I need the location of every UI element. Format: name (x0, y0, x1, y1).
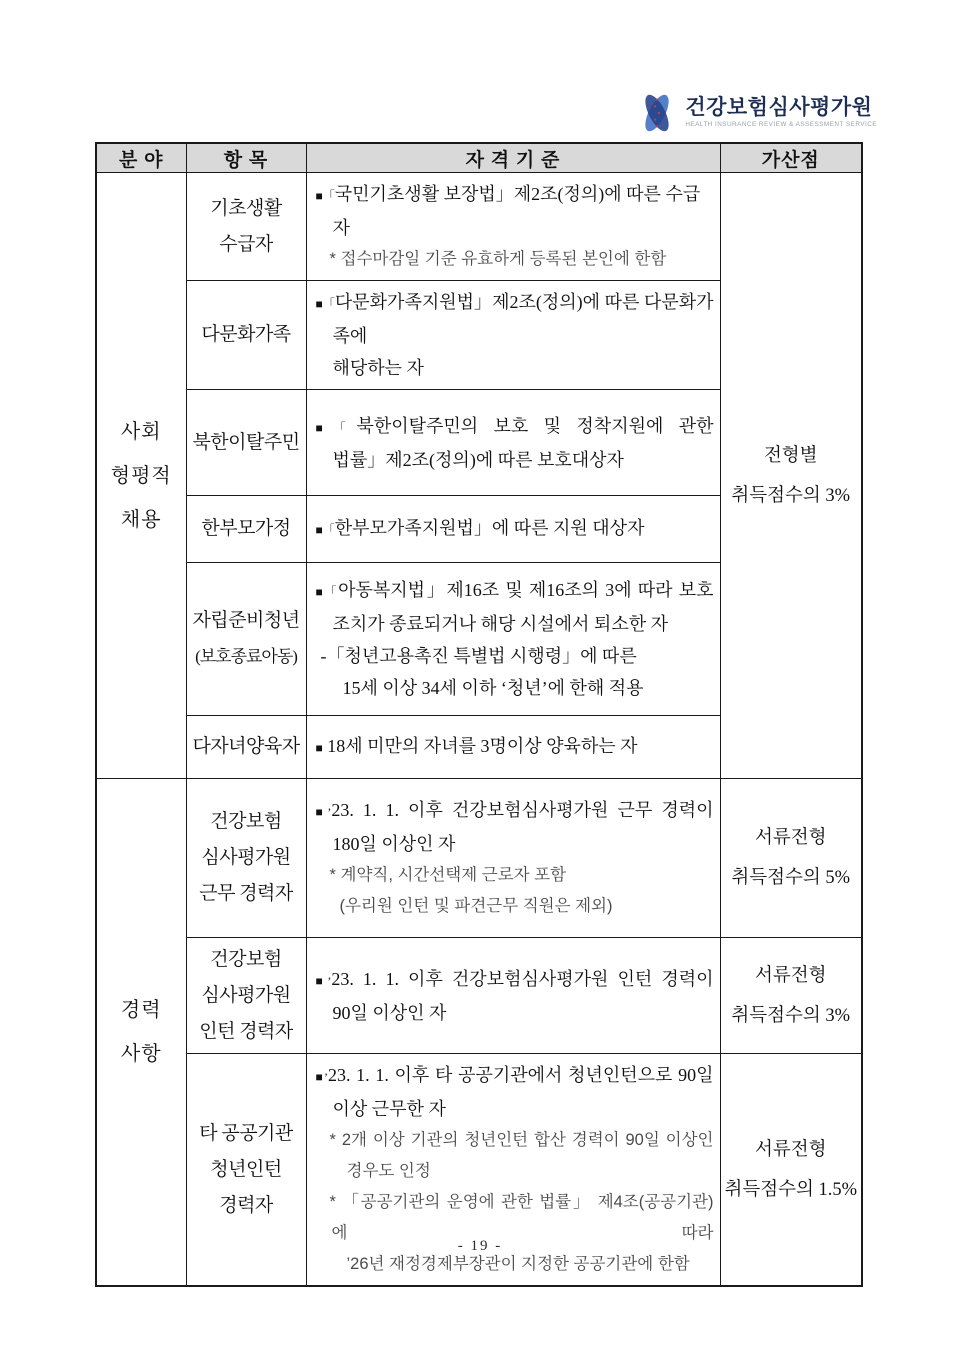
item-line: 심사평가원 (201, 984, 291, 1006)
header-bonus: 가산점 (720, 143, 862, 173)
org-subtitle: HEALTH INSURANCE REVIEW & ASSESSMENT SERVICE (685, 121, 877, 129)
item-line: 건강보험 (210, 948, 282, 970)
hira-logo-text (685, 97, 877, 128)
item-line: 타 공공기관 (199, 1122, 293, 1144)
header-item: 항 목 (186, 143, 306, 173)
criteria-line: ■「다문화가족지원법」제2조(정의)에 따른 다문화가족에 (315, 292, 714, 346)
field-line: 사회 (120, 420, 162, 443)
bonus-line: 취득점수의 3% (731, 485, 851, 506)
item-line: (보호종료아동) (195, 647, 297, 666)
criteria-basic-livelihood (306, 173, 720, 281)
criteria-line: 조치가 종료되거나 해당 시설에서 퇴소한 자 (332, 614, 668, 634)
hira-ribbon-logo-icon (636, 90, 678, 136)
item-line: 심사평가원 (201, 847, 291, 868)
table-header-row (96, 143, 862, 173)
criteria-multi-child-parent (306, 716, 720, 779)
item-line: 수급자 (219, 233, 273, 255)
criteria-line: 해당하는 자 (332, 358, 424, 378)
bonus-hira-intern-experience (720, 938, 862, 1054)
item-line: 근무 경력자 (199, 883, 293, 904)
criteria-note: * 「공공기관의 운영에 관한 법률」 제4조(공공기관)에 따라 (329, 1193, 714, 1242)
bonus-line: 서류전형 (755, 965, 827, 986)
bonus-line: 취득점수의 5% (731, 868, 851, 888)
field-career (96, 779, 186, 1287)
criteria-self-reliance-youth (306, 563, 720, 716)
criteria-note: * 계약직, 시간선택제 근로자 포함 (329, 866, 567, 884)
item-basic-livelihood (186, 173, 306, 281)
hira-logo (636, 90, 877, 136)
qualification-table (95, 142, 863, 1287)
criteria-single-parent-family (306, 496, 720, 563)
criteria-line: 15세 이상 34세 이하 ‘청년’에 한해 적용 (342, 678, 644, 698)
item-line: 기초생활 (210, 197, 282, 219)
criteria-note: * 2개 이상 기관의 청년인턴 합산 경력이 90일 이상인 (329, 1131, 714, 1149)
criteria-line: 법률」제2조(정의)에 따른 보호대상자 (332, 449, 624, 470)
item-line: 인턴 경력자 (199, 1020, 293, 1042)
criteria-line: ■ 18세 미만의 자녀를 3명이상 양육하는 자 (315, 736, 638, 756)
field-line: 경력 (120, 999, 162, 1021)
bonus-line: 서류전형 (755, 1139, 827, 1160)
item-line: 건강보험 (210, 811, 282, 832)
field-line: 형평적 (110, 464, 172, 487)
item-line: 다문화가족 (201, 324, 291, 345)
item-line: 북한이탈주민 (192, 431, 300, 453)
item-line: 한부모가정 (201, 518, 291, 539)
criteria-line: ■「아동복지법」제16조 및 제16조의 3에 따라 보호 (315, 580, 714, 600)
field-social-equity (96, 173, 186, 779)
item-hira-work-experience (186, 779, 306, 938)
criteria-line: ■’23. 1. 1. 이후 건강보험심사평가원 근무 경력이 (315, 800, 714, 820)
item-north-korean-defector (186, 390, 306, 496)
criteria-line: ■「한부모가족지원법」에 따른 지원 대상자 (315, 518, 645, 538)
bonus-line: 서류전형 (755, 828, 827, 848)
criteria-multicultural-family (306, 281, 720, 390)
bonus-line: 취득점수의 1.5% (724, 1179, 858, 1200)
org-name: 건강보험심사평가원 (685, 96, 873, 120)
criteria-north-korean-defector (306, 390, 720, 496)
header-field: 분 야 (96, 143, 186, 173)
item-hira-intern-experience (186, 938, 306, 1054)
criteria-note: * 접수마감일 기준 유효하게 등록된 본인에 한함 (329, 250, 667, 268)
item-line: 경력자 (219, 1194, 273, 1216)
criteria-hira-intern-experience (306, 938, 720, 1054)
bonus-social-equity (720, 173, 862, 779)
item-multicultural-family (186, 281, 306, 390)
page-number: - 19 - (457, 1238, 503, 1254)
criteria-line: ■’23. 1. 1. 이후 타 공공기관에서 청년인턴으로 90일 (315, 1065, 714, 1085)
criteria-line: -「청년고용촉진 특별법 시행령」에 따른 (320, 646, 637, 666)
criteria-line: 90일 이상인 자 (332, 1002, 447, 1023)
table-row (96, 779, 862, 938)
table-row (96, 938, 862, 1054)
criteria-note: 경우도 인정 (346, 1162, 431, 1180)
item-line: 청년인턴 (210, 1158, 282, 1180)
bonus-line: 전형별 (763, 445, 818, 466)
item-self-reliance-youth (186, 563, 306, 716)
criteria-line: 이상 근무한 자 (332, 1099, 446, 1119)
item-line: 다자녀양육자 (192, 736, 300, 757)
criteria-note: ’26년 재정경제부장관이 지정한 공공기관에 한함 (346, 1255, 690, 1273)
criteria-line: ■’23. 1. 1. 이후 건강보험심사평가원 인턴 경력이 (315, 968, 714, 989)
criteria-line: ■「북한이탈주민의 보호 및 정착지원에 관한 (315, 415, 714, 436)
criteria-hira-work-experience (306, 779, 720, 938)
table-row (96, 173, 862, 281)
criteria-line: ■「국민기초생활 보장법」제2조(정의)에 따른 수급자 (315, 184, 701, 238)
bonus-hira-work-experience (720, 779, 862, 938)
criteria-note: (우리원 인턴 및 파견근무 직원은 제외) (339, 897, 613, 915)
criteria-line: 180일 이상인 자 (332, 834, 456, 854)
header-criteria: 자 격 기 준 (306, 143, 720, 173)
item-multi-child-parent (186, 716, 306, 779)
item-line: 자립준비청년 (192, 610, 300, 631)
bonus-line: 취득점수의 3% (731, 1005, 851, 1026)
field-line: 채용 (120, 508, 162, 531)
field-line: 사항 (120, 1043, 162, 1065)
item-single-parent-family (186, 496, 306, 563)
